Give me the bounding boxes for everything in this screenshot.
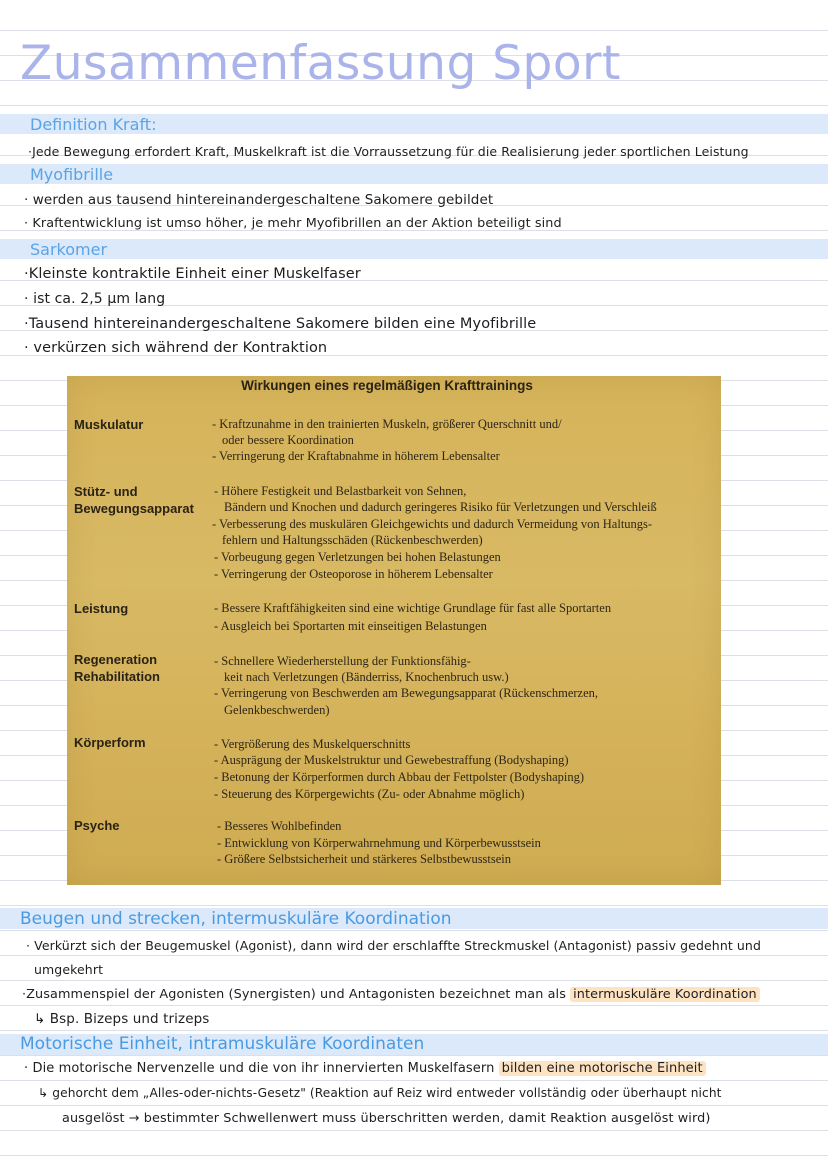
- text-line: · Kraftentwicklung ist umso höher, je mehr Myofibrillen an der Aktion beteiligt sind: [24, 216, 562, 231]
- heading-motorische-einheit: Motorische Einheit, intramuskuläre Koordinaten: [20, 1034, 425, 1054]
- page-title: Zusammenfassung Sport: [20, 36, 621, 91]
- effect-line: Gelenkbeschwerden): [224, 703, 330, 717]
- photo-title: Wirkungen eines regelmäßigen Krafttrainings: [241, 378, 533, 393]
- category-muskulatur: Muskulatur: [74, 417, 144, 432]
- effect-line: - Bessere Kraftfähigkeiten sind eine wichtige Grundlage für fast alle Sportarten: [214, 601, 612, 615]
- highlight-intermuskulaer: intermuskuläre Koordination: [570, 987, 760, 1002]
- effect-line: Bändern und Knochen und dadurch geringeres Risiko für Verletzungen und Verschleiß: [224, 500, 657, 514]
- effect-line: - Entwicklung von Körperwahrnehmung und Körperbewusstsein: [217, 836, 541, 850]
- effect-line: - Schnellere Wiederherstellung der Funktionsfähig-: [214, 654, 471, 668]
- effect-line: - Verbesserung des muskulären Gleichgewichts und dadurch Vermeidung von Haltungs-: [212, 517, 653, 531]
- text-line: ↳ gehorcht dem „Alles-oder-nichts-Gesetz" (Reaktion auf Reiz wird entweder vollständig oder überhaupt nicht: [38, 1086, 722, 1100]
- text-line: [24, 1061, 706, 1076]
- effect-line: - Vorbeugung gegen Verletzungen bei hohen Belastungen: [214, 550, 501, 564]
- effect-line: - Betonung der Körperformen durch Abbau der Fettpolster (Bodyshaping): [214, 770, 585, 784]
- text-line: · ist ca. 2,5 µm lang: [24, 291, 166, 307]
- effect-line: - Steuerung des Körpergewichts (Zu- oder Abnahme möglich): [214, 787, 525, 801]
- heading-myofibrille: Myofibrille: [30, 165, 114, 184]
- effect-line: - Ausprägung der Muskelstruktur und Gewebestraffung (Bodyshaping): [214, 753, 569, 767]
- text-line: · werden aus tausend hintereinandergeschaltene Sakomere gebildet: [24, 192, 494, 208]
- krafttraining-photo: [67, 376, 721, 885]
- heading-definition-kraft: Definition Kraft:: [30, 115, 157, 134]
- effect-line: - Kraftzunahme in den trainierten Muskeln, größerer Querschnitt und/: [212, 417, 562, 431]
- category-leistung: Leistung: [74, 601, 129, 616]
- category-stuetz: Stütz- und: [74, 484, 138, 499]
- text-line: ·Kleinste kontraktile Einheit einer Muskelfaser: [24, 266, 361, 282]
- text-line: ·Tausend hintereinandergeschaltene Sakomere bilden eine Myofibrille: [24, 316, 537, 332]
- category-rehabilitation: Rehabilitation: [74, 669, 160, 684]
- effect-line: fehlern und Haltungsschäden (Rückenbeschwerden): [222, 533, 483, 547]
- text-line: ausgelöst → bestimmter Schwellenwert muss überschritten werden, damit Reaktion ausgelöst wird): [62, 1111, 711, 1126]
- heading-band: [0, 164, 828, 184]
- effect-line: - Vergrößerung des Muskelquerschnitts: [214, 737, 411, 751]
- category-regeneration: Regeneration: [74, 652, 158, 667]
- text-line: [22, 987, 760, 1002]
- text-line: umgekehrt: [34, 962, 104, 977]
- effect-line: - Verringerung der Osteoporose in höherem Lebensalter: [214, 567, 493, 581]
- text-line: ·Jede Bewegung erfordert Kraft, Muskelkraft ist die Vorraussetzung für die Realisierung jeder sportlichen Leistung: [28, 144, 749, 159]
- text-line: · Verkürzt sich der Beugemuskel (Agonist), dann wird der erschlaffte Streckmuskel (Antagonist) passiv gedehnt und: [26, 938, 761, 953]
- effect-line: - Verringerung von Beschwerden am Bewegungsapparat (Rückenschmerzen,: [214, 686, 599, 700]
- effect-line: - Besseres Wohlbefinden: [217, 819, 342, 833]
- category-bewegungsapparat: Bewegungsapparat: [74, 501, 194, 516]
- text-line-part: · Die motorische Nervenzelle und die von ihr innervierten Muskelfasern: [24, 1061, 495, 1076]
- effect-line: - Ausgleich bei Sportarten mit einseitigen Belastungen: [214, 619, 487, 633]
- highlight-motorische-einheit: bilden eine motorische Einheit: [499, 1061, 706, 1076]
- effect-line: keit nach Verletzungen (Bänderriss, Knochenbruch usw.): [224, 670, 509, 684]
- effect-line: - Größere Selbstsicherheit und stärkeres Selbstbewusstsein: [217, 852, 512, 866]
- heading-band: [0, 239, 828, 259]
- heading-beugen-strecken: Beugen und strecken, intermuskuläre Koordination: [20, 909, 452, 929]
- effect-line: oder bessere Koordination: [222, 433, 354, 447]
- text-line-part: ·Zusammenspiel der Agonisten (Synergisten) und Antagonisten bezeichnet man als: [22, 987, 566, 1002]
- heading-sarkomer: Sarkomer: [30, 240, 108, 259]
- effect-line: - Verringerung der Kraftabnahme in höherem Lebensalter: [212, 449, 500, 463]
- text-line: · verkürzen sich während der Kontraktion: [24, 340, 328, 356]
- category-psyche: Psyche: [74, 818, 120, 833]
- text-line: ↳ Bsp. Bizeps und trizeps: [34, 1011, 210, 1027]
- effect-line: - Höhere Festigkeit und Belastbarkeit von Sehnen,: [214, 484, 467, 498]
- category-koerperform: Körperform: [74, 735, 146, 750]
